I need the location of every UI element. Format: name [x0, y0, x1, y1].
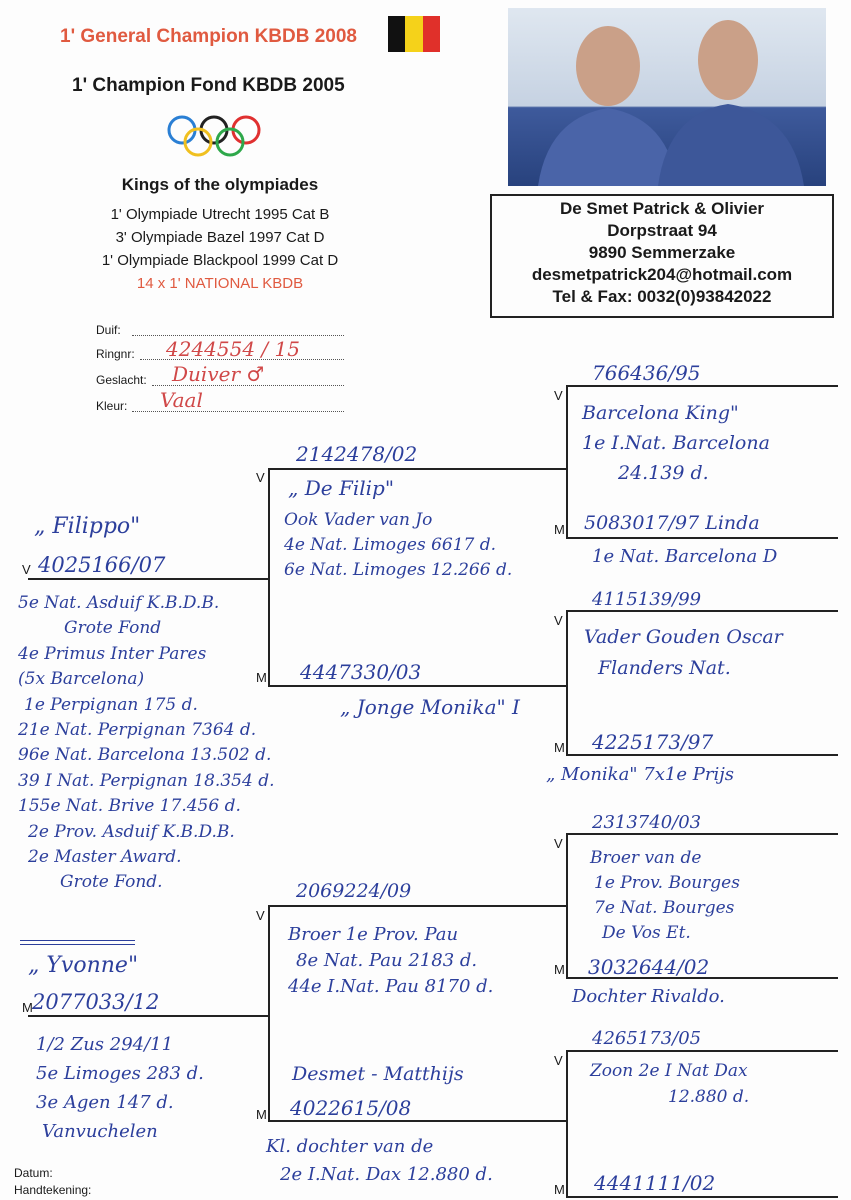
contact-email: desmetpatrick204@hotmail.com	[531, 265, 793, 284]
marker-v: V	[554, 836, 563, 851]
fmf-line	[566, 610, 838, 612]
marker-m: M	[554, 522, 565, 537]
fm-ring: 4447330/03	[300, 660, 422, 684]
contact-city: 9890 Semmerzake	[588, 243, 736, 262]
marker-v: V	[256, 908, 265, 923]
note-line: Vader Gouden Oscar	[584, 626, 783, 648]
note-line: 6e Nat. Limoges 12.266 d.	[284, 560, 513, 580]
mother-bracket	[268, 905, 270, 1121]
mff-notes	[590, 846, 740, 946]
marker-m: M	[554, 740, 565, 755]
owners-silhouette	[508, 8, 826, 186]
ffm-line	[566, 537, 838, 539]
note-line: 2e Prov. Asduif K.B.D.B.	[28, 821, 235, 842]
note-line: 96e Nat. Barcelona 13.502 d.	[18, 745, 272, 766]
color-label: Kleur:	[96, 399, 128, 413]
mm-ring: 4022615/08	[290, 1096, 412, 1120]
father-name: „ Filippo"	[34, 514, 141, 539]
mff-ring: 2313740/03	[592, 812, 702, 833]
note-line: 8e Nat. Pau 2183 d.	[296, 950, 478, 971]
mff-line	[566, 833, 838, 835]
contact-box	[490, 194, 834, 318]
note-line: Grote Fond	[64, 618, 162, 639]
ff-notes	[284, 508, 512, 583]
note-line: 39 I Nat. Perpignan 18.354 d.	[18, 770, 275, 791]
fmf-ring: 4115139/99	[592, 589, 702, 610]
ff-ring: 2142478/02	[296, 442, 418, 466]
marker-v: V	[22, 562, 31, 577]
note-line: De Vos Et.	[602, 923, 691, 943]
sex-value: Duiver ♂	[172, 362, 265, 386]
ffm-notes: 1e Nat. Barcelona D	[592, 546, 778, 567]
mother-ring: 2077033/12	[32, 990, 160, 1014]
mm-bracket	[566, 1050, 568, 1197]
fmm-line	[566, 754, 838, 756]
fm-bracket	[566, 610, 568, 755]
note-line: Flanders Nat.	[598, 657, 731, 679]
ff-bracket	[566, 385, 568, 538]
olympiade-item: 3' Olympiade Bazel 1997 Cat D	[115, 229, 325, 246]
duif-field	[132, 335, 344, 336]
note-line: 4e Primus Inter Pares	[18, 643, 207, 664]
mmf-notes	[590, 1058, 749, 1110]
fmf-notes	[584, 622, 783, 684]
marker-m: M	[256, 670, 267, 685]
kings-title: Kings of the olympiades	[121, 175, 319, 194]
fm-line	[268, 685, 566, 687]
title-champion-fond: 1' Champion Fond KBDB 2005	[72, 75, 345, 96]
olympiades-list	[40, 203, 400, 295]
mm-name: Desmet - Matthijs	[292, 1063, 464, 1085]
mfm-notes: Dochter Rivaldo.	[572, 986, 725, 1007]
mmm-line	[566, 1196, 838, 1198]
marker-v: V	[256, 470, 265, 485]
note-line: Broer van de	[590, 848, 702, 868]
olympic-rings-icon	[164, 114, 268, 158]
date-label: Datum:	[14, 1166, 53, 1180]
note-line: 155e Nat. Brive 17.456 d.	[18, 796, 241, 817]
color-value: Vaal	[160, 388, 203, 412]
fff-line	[566, 385, 838, 387]
mf-bracket	[566, 833, 568, 978]
mf-line	[268, 905, 566, 907]
mmf-line	[566, 1050, 838, 1052]
national-wins: 14 x 1' NATIONAL KBDB	[136, 275, 304, 292]
note-line: Vanvuchelen	[42, 1121, 158, 1142]
note-line: Kl. dochter van de	[266, 1136, 434, 1157]
marker-v: V	[554, 1053, 563, 1068]
sex-label: Geslacht:	[96, 373, 147, 387]
mm-line	[268, 1120, 566, 1122]
father-ring: 4025166/07	[38, 553, 166, 577]
mf-notes	[288, 922, 493, 1000]
note-line: 7e Nat. Bourges	[594, 898, 735, 918]
marker-m: M	[554, 1182, 565, 1197]
note-line: 1e I.Nat. Barcelona	[582, 432, 770, 454]
note-line: 1/2 Zus 294/11	[36, 1034, 174, 1055]
note-line: 3e Agen 147 d.	[36, 1092, 174, 1113]
note-line: Grote Fond.	[60, 872, 163, 893]
fmm-ring: 4225173/97	[592, 730, 714, 754]
father-line	[28, 578, 268, 580]
contact-name: De Smet Patrick & Olivier	[559, 199, 765, 218]
note-line: (5x Barcelona)	[18, 669, 145, 690]
note-line: 5e Nat. Asduif K.B.D.B.	[18, 593, 220, 613]
note-line: 4e Nat. Limoges 6617 d.	[284, 535, 497, 555]
fff-ring: 766436/95	[592, 361, 701, 385]
fff-notes	[582, 398, 770, 488]
mmm-ring: 4441111/02	[594, 1171, 716, 1195]
marker-m: M	[256, 1107, 267, 1122]
fmm-notes: „ Monika" 7x1e Prijs	[546, 764, 735, 785]
ring-value: 4244554 / 15	[166, 337, 300, 361]
note-line: 44e I.Nat. Pau 8170 d.	[288, 976, 494, 997]
olympiade-item: 1' Olympiade Utrecht 1995 Cat B	[110, 206, 330, 223]
note-line: 2e Master Award.	[28, 847, 182, 868]
note-line: Broer 1e Prov. Pau	[288, 924, 459, 945]
mother-line	[28, 1015, 268, 1017]
belgian-flag-icon	[388, 16, 440, 52]
double-underline	[20, 940, 135, 945]
marker-v: V	[554, 613, 563, 628]
father-notes	[18, 591, 274, 896]
note-line: 21e Nat. Perpignan 7364 d.	[18, 720, 257, 741]
signature-label: Handtekening:	[14, 1183, 92, 1197]
note-line: 5e Limoges 283 d.	[36, 1063, 204, 1084]
mm-notes	[266, 1133, 493, 1189]
note-line: Ook Vader van Jo	[284, 510, 433, 530]
note-line: Barcelona King"	[582, 402, 739, 424]
mfm-ring: 3032644/02	[588, 955, 710, 979]
ff-name: „ De Filip"	[288, 476, 395, 500]
note-line: Zoon 2e I Nat Dax	[590, 1061, 748, 1081]
mmf-ring: 4265173/05	[592, 1028, 702, 1049]
contact-street: Dorpstraat 94	[607, 221, 717, 240]
owners-photo	[508, 8, 826, 186]
ffm-ring: 5083017/97 Linda	[584, 512, 760, 534]
marker-v: V	[554, 388, 563, 403]
mother-notes	[36, 1030, 204, 1146]
note-line: 1e Prov. Bourges	[594, 873, 740, 893]
mother-name: „ Yvonne"	[28, 953, 139, 978]
duif-label: Duif:	[96, 323, 121, 337]
olympiade-item: 1' Olympiade Blackpool 1999 Cat D	[101, 252, 339, 269]
title-general-champion: 1' General Champion KBDB 2008	[60, 26, 357, 47]
note-line: 2e I.Nat. Dax 12.880 d.	[280, 1164, 493, 1185]
note-line: 12.880 d.	[668, 1087, 750, 1107]
marker-m: M	[22, 1000, 33, 1015]
mf-ring: 2069224/09	[296, 880, 412, 902]
note-line: 1e Perpignan 175 d.	[24, 694, 198, 715]
ff-line	[268, 468, 566, 470]
contact-phone: Tel & Fax: 0032(0)93842022	[552, 287, 772, 306]
ring-label: Ringnr:	[96, 347, 135, 361]
marker-m: M	[554, 962, 565, 977]
fm-name: „ Jonge Monika" I	[340, 695, 520, 719]
note-line: 24.139 d.	[618, 462, 709, 484]
